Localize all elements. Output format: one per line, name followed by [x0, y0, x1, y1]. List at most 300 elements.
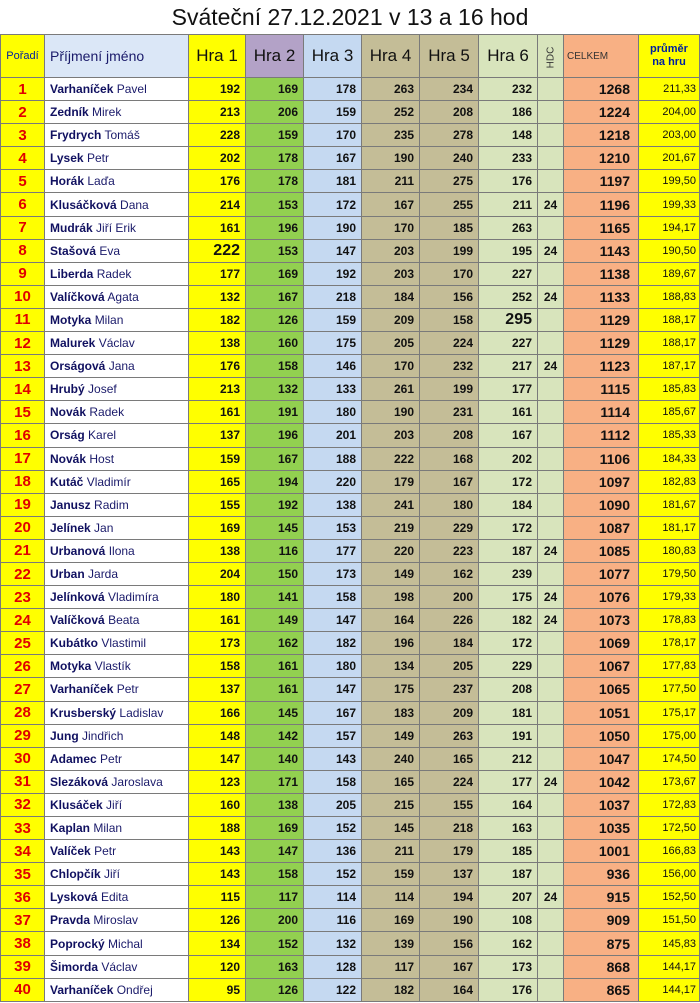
name-cell [45, 701, 189, 724]
given-name: Vlastík [94, 659, 131, 674]
game-6-score: 191 [479, 724, 538, 747]
average-cell: 173,67 [639, 770, 700, 793]
table-row [1, 609, 700, 632]
average-cell: 177,50 [639, 678, 700, 701]
table-row [1, 886, 700, 909]
table-body [1, 78, 700, 1002]
name-cell [45, 840, 189, 863]
game-4-score: 209 [362, 308, 420, 331]
hdc-cell [538, 562, 564, 585]
game-6-score: 177 [479, 770, 538, 793]
total-cell: 1133 [564, 285, 639, 308]
total-cell: 1085 [564, 539, 639, 562]
rank-cell: 31 [1, 770, 45, 793]
game-1-score: 188 [189, 817, 246, 840]
game-6-score: 252 [479, 285, 538, 308]
surname: Chlopčík [50, 867, 101, 882]
total-cell: 1042 [564, 770, 639, 793]
table-row [1, 724, 700, 747]
total-cell: 1106 [564, 447, 639, 470]
game-2-score: 153 [246, 239, 304, 262]
average-cell: 185,67 [639, 401, 700, 424]
total-cell: 1123 [564, 355, 639, 378]
game-2-score: 178 [246, 147, 304, 170]
hdc-cell [538, 932, 564, 955]
game-5-score: 208 [420, 101, 479, 124]
name-cell [45, 78, 189, 101]
table-row [1, 470, 700, 493]
average-cell: 175,17 [639, 701, 700, 724]
game-4-score: 169 [362, 909, 420, 932]
rank-cell: 4 [1, 147, 45, 170]
game-2-score: 158 [246, 355, 304, 378]
game-3-score: 170 [304, 124, 362, 147]
game-3-score: 147 [304, 609, 362, 632]
game-6-score: 229 [479, 655, 538, 678]
rank-cell: 22 [1, 562, 45, 585]
game-3-score: 220 [304, 470, 362, 493]
game-5-score: 179 [420, 840, 479, 863]
table-row [1, 840, 700, 863]
game-6-score: 172 [479, 632, 538, 655]
rank-cell: 36 [1, 886, 45, 909]
game-2-score: 169 [246, 817, 304, 840]
game-2-score: 138 [246, 793, 304, 816]
total-cell: 1069 [564, 632, 639, 655]
game-6-score: 186 [479, 101, 538, 124]
game-1-score: 155 [189, 493, 246, 516]
game-3-score: 116 [304, 909, 362, 932]
surname: Lysková [50, 890, 98, 905]
game-2-score: 153 [246, 193, 304, 216]
game-6-score: 202 [479, 447, 538, 470]
game-1-score: 123 [189, 770, 246, 793]
hdc-cell [538, 262, 564, 285]
name-cell [45, 747, 189, 770]
game-3-score: 167 [304, 147, 362, 170]
game-4-score: 240 [362, 747, 420, 770]
rank-cell: 15 [1, 401, 45, 424]
game-4-score: 145 [362, 817, 420, 840]
average-cell: 194,17 [639, 216, 700, 239]
game-2-score: 142 [246, 724, 304, 747]
rank-cell: 27 [1, 678, 45, 701]
surname: Kaplan [50, 821, 91, 836]
surname: Motyka [50, 312, 92, 327]
game-2-score: 140 [246, 747, 304, 770]
rank-cell: 33 [1, 817, 45, 840]
game-5-score: 162 [420, 562, 479, 585]
game-2-score: 150 [246, 562, 304, 585]
game-3-score: 181 [304, 170, 362, 193]
given-name: Beata [108, 613, 140, 628]
given-name: Miroslav [93, 913, 139, 928]
rank-cell: 5 [1, 170, 45, 193]
total-cell: 1268 [564, 78, 639, 101]
game-5-score: 199 [420, 378, 479, 401]
total-cell: 1129 [564, 332, 639, 355]
given-name: Vladimír [86, 474, 131, 489]
game-4-score: 261 [362, 378, 420, 401]
rank-cell: 21 [1, 539, 45, 562]
table-row [1, 308, 700, 331]
game-6-score: 162 [479, 932, 538, 955]
game-6-score: 184 [479, 493, 538, 516]
average-cell: 178,83 [639, 609, 700, 632]
name-cell [45, 909, 189, 932]
game-1-score: 177 [189, 262, 246, 285]
game-2-score: 192 [246, 493, 304, 516]
game-4-score: 198 [362, 586, 420, 609]
hdc-cell [538, 401, 564, 424]
hdc-cell [538, 955, 564, 978]
game-5-score: 155 [420, 793, 479, 816]
rank-cell: 29 [1, 724, 45, 747]
given-name: Ilona [108, 543, 135, 558]
average-cell: 144,17 [639, 978, 700, 1001]
surname: Urbanová [50, 543, 106, 558]
total-cell: 1037 [564, 793, 639, 816]
game-6-score: 163 [479, 817, 538, 840]
game-5-score: 226 [420, 609, 479, 632]
given-name: Jiří Erik [96, 220, 137, 235]
game-5-score: 167 [420, 470, 479, 493]
table-row [1, 170, 700, 193]
surname: Slezáková [50, 774, 109, 789]
game-1-score: 159 [189, 447, 246, 470]
header-name: Příjmení jméno [45, 35, 189, 78]
rank-cell: 16 [1, 424, 45, 447]
rank-cell: 19 [1, 493, 45, 516]
average-cell: 178,17 [639, 632, 700, 655]
game-6-score: 185 [479, 840, 538, 863]
average-cell: 179,50 [639, 562, 700, 585]
header-rank: Pořadí [1, 35, 45, 78]
game-5-score: 165 [420, 747, 479, 770]
game-1-score: 148 [189, 724, 246, 747]
game-6-score: 212 [479, 747, 538, 770]
average-cell: 189,67 [639, 262, 700, 285]
game-3-score: 133 [304, 378, 362, 401]
game-6-score: 172 [479, 516, 538, 539]
header-game-5: Hra 5 [420, 35, 479, 78]
name-cell [45, 355, 189, 378]
given-name: Jana [108, 359, 135, 374]
surname: Mudrák [50, 220, 93, 235]
game-2-score: 145 [246, 516, 304, 539]
given-name: Jan [94, 520, 114, 535]
table-row [1, 863, 700, 886]
table-row [1, 101, 700, 124]
table-row [1, 378, 700, 401]
game-4-score: 182 [362, 978, 420, 1001]
game-6-score: 207 [479, 886, 538, 909]
hdc-cell [538, 817, 564, 840]
game-4-score: 170 [362, 216, 420, 239]
game-4-score: 252 [362, 101, 420, 124]
table-row [1, 747, 700, 770]
rank-cell: 28 [1, 701, 45, 724]
name-cell [45, 401, 189, 424]
game-5-score: 199 [420, 239, 479, 262]
game-2-score: 126 [246, 978, 304, 1001]
name-cell [45, 170, 189, 193]
given-name: Vladimíra [108, 590, 159, 605]
surname: Klusáčková [50, 197, 117, 212]
given-name: Radek [96, 266, 132, 281]
game-6-score: 161 [479, 401, 538, 424]
given-name: Mirek [92, 105, 122, 120]
game-3-score: 153 [304, 516, 362, 539]
rank-cell: 18 [1, 470, 45, 493]
average-cell: 188,17 [639, 332, 700, 355]
game-4-score: 263 [362, 78, 420, 101]
name-cell [45, 817, 189, 840]
surname: Valíčková [50, 613, 105, 628]
total-cell: 1210 [564, 147, 639, 170]
table-row [1, 562, 700, 585]
table-row [1, 78, 700, 101]
rank-cell: 23 [1, 586, 45, 609]
name-cell [45, 632, 189, 655]
table-row [1, 909, 700, 932]
surname: Krusberský [50, 705, 117, 720]
game-1-score: 176 [189, 170, 246, 193]
given-name: Agata [107, 289, 139, 304]
surname: Orság [50, 428, 85, 443]
total-cell: 1076 [564, 586, 639, 609]
name-cell [45, 770, 189, 793]
total-cell: 1218 [564, 124, 639, 147]
given-name: Ondřej [116, 982, 153, 997]
game-6-score: 182 [479, 609, 538, 632]
given-name: Pavel [116, 82, 147, 97]
game-2-score: 194 [246, 470, 304, 493]
game-3-score: 157 [304, 724, 362, 747]
game-1-score: 222 [189, 239, 246, 262]
game-5-score: 240 [420, 147, 479, 170]
rank-cell: 2 [1, 101, 45, 124]
game-4-score: 190 [362, 147, 420, 170]
game-6-score: 263 [479, 216, 538, 239]
table-row [1, 655, 700, 678]
game-1-score: 161 [189, 609, 246, 632]
game-5-score: 263 [420, 724, 479, 747]
average-cell: 177,83 [639, 655, 700, 678]
game-5-score: 229 [420, 516, 479, 539]
game-3-score: 147 [304, 678, 362, 701]
game-4-score: 170 [362, 355, 420, 378]
average-cell: 211,33 [639, 78, 700, 101]
total-cell: 1143 [564, 239, 639, 262]
average-cell: 182,83 [639, 470, 700, 493]
game-6-score: 295 [479, 308, 538, 331]
hdc-cell [538, 378, 564, 401]
table-row [1, 424, 700, 447]
hdc-cell [538, 101, 564, 124]
game-3-score: 136 [304, 840, 362, 863]
average-cell: 181,17 [639, 516, 700, 539]
game-5-score: 278 [420, 124, 479, 147]
average-cell: 187,17 [639, 355, 700, 378]
hdc-cell [538, 863, 564, 886]
surname: Jelínek [50, 520, 91, 535]
average-cell: 199,33 [639, 193, 700, 216]
game-4-score: 184 [362, 285, 420, 308]
game-2-score: 116 [246, 539, 304, 562]
game-2-score: 149 [246, 609, 304, 632]
hdc-cell [538, 909, 564, 932]
given-name: Eva [99, 243, 121, 258]
game-1-score: 143 [189, 840, 246, 863]
surname: Lysek [50, 151, 84, 166]
given-name: Edita [100, 890, 129, 905]
hdc-cell [538, 840, 564, 863]
game-3-score: 173 [304, 562, 362, 585]
total-cell: 1114 [564, 401, 639, 424]
game-1-score: 120 [189, 955, 246, 978]
hdc-cell [538, 424, 564, 447]
game-4-score: 235 [362, 124, 420, 147]
rank-cell: 6 [1, 193, 45, 216]
total-cell: 868 [564, 955, 639, 978]
game-4-score: 211 [362, 840, 420, 863]
game-2-score: 160 [246, 332, 304, 355]
average-cell: 145,83 [639, 932, 700, 955]
rank-cell: 35 [1, 863, 45, 886]
table-row [1, 124, 700, 147]
game-6-score: 187 [479, 539, 538, 562]
game-3-score: 182 [304, 632, 362, 655]
game-2-score: 169 [246, 78, 304, 101]
game-1-score: 95 [189, 978, 246, 1001]
game-3-score: 152 [304, 863, 362, 886]
hdc-cell [538, 747, 564, 770]
hdc-cell [538, 724, 564, 747]
game-4-score: 149 [362, 724, 420, 747]
game-1-score: 137 [189, 678, 246, 701]
game-1-score: 173 [189, 632, 246, 655]
game-5-score: 209 [420, 701, 479, 724]
surname: Adamec [50, 751, 97, 766]
average-cell: 172,83 [639, 793, 700, 816]
game-5-score: 200 [420, 586, 479, 609]
header-average-line1: průměr [650, 43, 688, 55]
surname: Varhaníček [50, 982, 114, 997]
total-cell: 915 [564, 886, 639, 909]
table-row [1, 678, 700, 701]
surname: Kutáč [50, 474, 84, 489]
game-6-score: 167 [479, 424, 538, 447]
table-row [1, 216, 700, 239]
game-4-score: 114 [362, 886, 420, 909]
hdc-cell [538, 216, 564, 239]
total-cell: 1138 [564, 262, 639, 285]
game-5-score: 184 [420, 632, 479, 655]
game-2-score: 206 [246, 101, 304, 124]
name-cell [45, 609, 189, 632]
game-1-score: 126 [189, 909, 246, 932]
name-cell [45, 932, 189, 955]
game-2-score: 159 [246, 124, 304, 147]
total-cell: 865 [564, 978, 639, 1001]
given-name: Jindřich [82, 728, 124, 743]
game-6-score: 177 [479, 378, 538, 401]
game-3-score: 128 [304, 955, 362, 978]
hdc-cell: 24 [538, 586, 564, 609]
game-2-score: 163 [246, 955, 304, 978]
total-cell: 1051 [564, 701, 639, 724]
hdc-cell [538, 332, 564, 355]
given-name: Josef [88, 382, 117, 397]
total-cell: 1196 [564, 193, 639, 216]
total-cell: 1001 [564, 840, 639, 863]
total-cell: 1073 [564, 609, 639, 632]
surname: Liberda [50, 266, 94, 281]
game-3-score: 218 [304, 285, 362, 308]
average-cell: 188,17 [639, 308, 700, 331]
game-5-score: 234 [420, 78, 479, 101]
total-cell: 1165 [564, 216, 639, 239]
total-cell: 1067 [564, 655, 639, 678]
game-6-score: 239 [479, 562, 538, 585]
hdc-cell: 24 [538, 609, 564, 632]
game-4-score: 190 [362, 401, 420, 424]
table-row [1, 262, 700, 285]
game-6-score: 227 [479, 262, 538, 285]
game-4-score: 241 [362, 493, 420, 516]
rank-cell: 20 [1, 516, 45, 539]
game-1-score: 180 [189, 586, 246, 609]
table-row [1, 285, 700, 308]
name-cell [45, 562, 189, 585]
given-name: Petr [100, 751, 123, 766]
rank-cell: 39 [1, 955, 45, 978]
name-cell [45, 470, 189, 493]
game-6-score: 108 [479, 909, 538, 932]
table-row [1, 632, 700, 655]
header-average-line2: na hru [652, 56, 686, 68]
table-header [1, 35, 700, 78]
hdc-cell: 24 [538, 539, 564, 562]
total-cell: 1047 [564, 747, 639, 770]
name-cell [45, 539, 189, 562]
rank-cell: 3 [1, 124, 45, 147]
rank-cell: 13 [1, 355, 45, 378]
surname: Stašová [50, 243, 97, 258]
hdc-cell: 24 [538, 355, 564, 378]
total-cell: 1077 [564, 562, 639, 585]
game-3-score: 114 [304, 886, 362, 909]
game-4-score: 165 [362, 770, 420, 793]
name-cell [45, 447, 189, 470]
game-1-score: 169 [189, 516, 246, 539]
given-name: Laďa [87, 174, 115, 189]
total-cell: 1090 [564, 493, 639, 516]
game-4-score: 203 [362, 239, 420, 262]
game-3-score: 178 [304, 78, 362, 101]
table-row [1, 355, 700, 378]
game-1-score: 115 [189, 886, 246, 909]
given-name: Milan [94, 312, 124, 327]
table-row [1, 493, 700, 516]
name-cell [45, 724, 189, 747]
header-game-2: Hra 2 [246, 35, 304, 78]
game-3-score: 132 [304, 932, 362, 955]
name-cell [45, 101, 189, 124]
given-name: Jiří [106, 797, 123, 812]
game-2-score: 158 [246, 863, 304, 886]
